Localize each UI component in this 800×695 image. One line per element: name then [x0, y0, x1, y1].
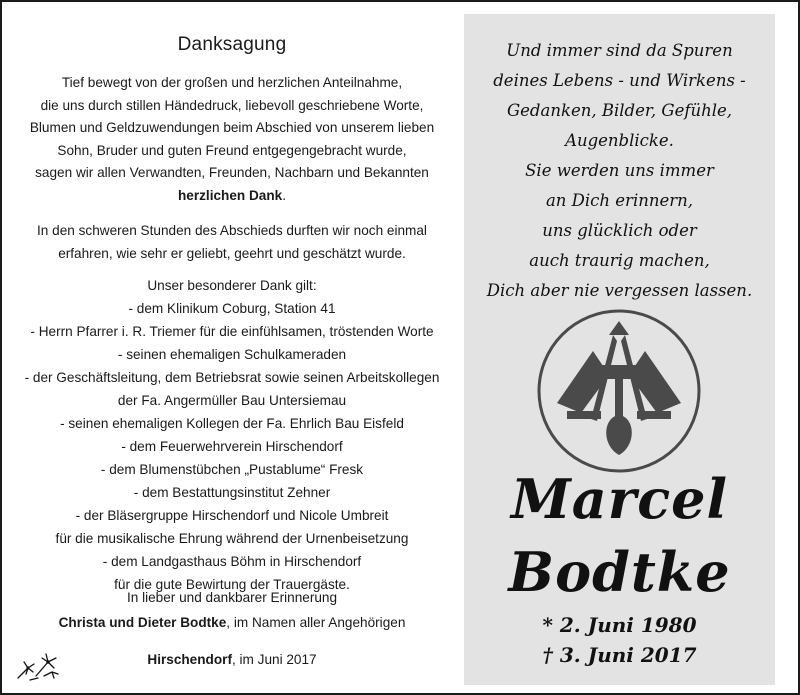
place-name: Hirschendorf	[147, 652, 232, 667]
death-date: † 3. Juni 2017	[542, 643, 697, 667]
memorial-panel	[464, 14, 775, 685]
list-item: der Fa. Angermüller Bau Untersiemau	[117, 393, 347, 408]
thank-you-column	[4, 4, 460, 693]
deceased-last-name: Bodtke	[508, 540, 731, 604]
poem-line: auch traurig machen,	[529, 251, 710, 270]
poem-line: Augenblicke.	[565, 131, 674, 150]
list-item: - dem Blumenstübchen „Pustablume“ Fresk	[100, 462, 364, 477]
thanks-emphasis: herzlichen Dank	[177, 187, 283, 203]
thanks-emphasis-end: .	[282, 187, 287, 203]
life-dates	[464, 610, 775, 670]
thank-you-paragraph	[4, 72, 460, 208]
paragraph-line	[4, 185, 460, 208]
list-item: - dem Feuerwehrverein Hirschendorf	[121, 439, 343, 454]
place-date	[4, 652, 460, 667]
memorial-poem	[464, 36, 775, 306]
list-item: für die musikalische Ehrung während der Urnenbeisetzung	[55, 531, 409, 546]
paragraph-line: Tief bewegt von der großen und herzlichen Anteilnahme,	[61, 75, 403, 90]
signers-names: Christa und Dieter Bodtke	[58, 615, 227, 630]
list-item: - seinen ehemaligen Schulkameraden	[117, 347, 347, 362]
list-item: - dem Klinikum Coburg, Station 41	[128, 301, 336, 316]
list-item: - der Bläsergruppe Hirschendorf und Nicole Umbreit	[75, 508, 389, 523]
date-line: , im Juni 2017	[231, 652, 317, 667]
memory-signature	[4, 585, 460, 635]
poem-line: Und immer sind da Spuren	[506, 41, 733, 60]
paragraph-line: Sohn, Bruder und guten Freund entgegengebracht wurde,	[57, 142, 407, 158]
poem-line: deines Lebens - und Wirkens -	[493, 71, 746, 90]
signers-suffix: , im Namen aller Angehörigen	[226, 615, 406, 630]
signers-line	[4, 610, 460, 635]
paragraph-line: die uns durch stillen Händedruck, liebevoll geschriebene Worte,	[40, 97, 424, 113]
memory-line: In lieber und dankbarer Erinnerung	[126, 590, 338, 605]
list-item: - seinen ehemaligen Kollegen der Fa. Ehrlich Bau Eisfeld	[60, 416, 404, 431]
birth-date: * 2. Juni 1980	[542, 613, 697, 637]
list-item: - dem Landgasthaus Böhm in Hirschendorf	[102, 554, 362, 569]
mason-guild-emblem-icon	[537, 307, 701, 475]
poem-line: Dich aber nie vergessen lassen.	[486, 281, 753, 300]
paragraph-line: erfahren, wie sehr er geliebt, geehrt und geschätzt wurde.	[58, 245, 406, 261]
special-thanks-list	[4, 274, 460, 596]
list-item: - Herrn Pfarrer i. R. Triemer für die einfühlsamen, tröstenden Worte	[30, 324, 434, 339]
poem-line: Sie werden uns immer	[525, 161, 714, 180]
special-thanks-heading: Unser besonderer Dank gilt:	[147, 278, 317, 293]
list-item: für die gute Bewirtung der Trauergäste.	[114, 577, 350, 592]
paragraph-line: sagen wir allen Verwandten, Freunden, Nachbarn und Bekannten	[35, 165, 429, 181]
thank-you-title: Danksagung	[177, 34, 287, 55]
poem-line: an Dich erinnern,	[545, 191, 694, 210]
list-item: - dem Bestattungsinstitut Zehner	[133, 485, 331, 500]
poem-line: Gedanken, Bilder, Gefühle,	[506, 101, 732, 120]
poem-line: uns glücklich oder	[542, 221, 697, 240]
farewell-paragraph	[4, 220, 460, 265]
paragraph-line: Blumen und Geldzuwendungen beim Abschied von unserem lieben	[29, 120, 435, 136]
deceased-first-name: Marcel	[511, 467, 728, 531]
paragraph-line: In den schweren Stunden des Abschieds durften wir noch einmal	[37, 223, 427, 238]
list-item: - der Geschäftsleitung, dem Betriebsrat sowie seinen Arbeitskollegen	[24, 370, 440, 385]
